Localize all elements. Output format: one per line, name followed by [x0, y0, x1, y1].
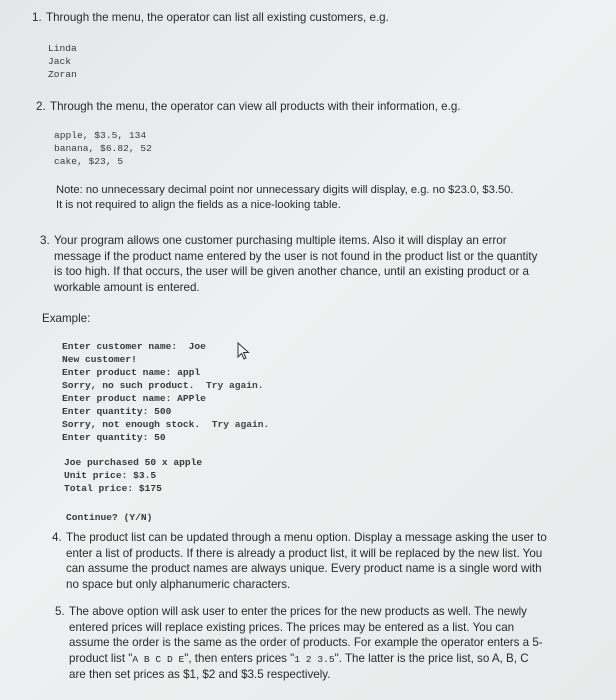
section-4-line: can assume the product names are always unique. Every product name is a single word with [66, 562, 542, 575]
text-fragment: ", then enters prices " [184, 651, 295, 665]
product-list [54, 129, 152, 168]
product-item: cake, $23, 5 [54, 156, 124, 167]
section-4-number: 4. [52, 531, 62, 544]
unit-price-line: Unit price: $3.5 [64, 470, 157, 481]
prompt-quantity: Enter quantity: [62, 432, 149, 443]
note-line: Note: no unnecessary decimal point nor unnecessary digits will display, e.g. no $23.0, $3.50. [56, 184, 514, 196]
continue-text: Continue? (Y/N) [66, 512, 153, 523]
section-4-line: no space but only alphanumeric characters. [66, 577, 291, 591]
error-no-product: Sorry, no such product. [62, 380, 195, 391]
text-fragment: product list " [69, 651, 133, 665]
section-1-number: 1. [32, 11, 42, 24]
section-2-number: 2. [36, 100, 46, 113]
purchase-summary [64, 456, 202, 495]
inline-code-prices: 1 2 3.5 [294, 653, 335, 665]
prompt-product: Enter product name: [62, 393, 172, 404]
section-1-text: Through the menu, the operator can list all existing customers, e.g. [46, 11, 389, 24]
text-fragment: ". The latter is the price list, so A, B, C [334, 651, 529, 665]
section-3-line: Your program allows one customer purchasing multiple items. Also it will display an error [54, 234, 507, 247]
customer-item: Linda [48, 43, 77, 54]
note-line: It is not required to align the fields as a nice-looking table. [56, 198, 341, 211]
customer-input: Joe [188, 341, 206, 352]
prompt-product: Enter product name: [62, 367, 172, 378]
section-5-line: The above option will ask user to enter the prices for the new products as well. The newly [69, 605, 527, 618]
section-5-line: are then set prices as $1, $2 and $3.5 respectively. [69, 668, 331, 681]
new-customer-message: New customer! [62, 354, 137, 365]
prompt-quantity: Enter quantity: [62, 406, 149, 417]
try-again-message: Try again. [211, 419, 270, 430]
section-4-line: enter a list of products. If there is already a product list, it will be replaced by the new list. You [66, 546, 543, 560]
customer-item: Zoran [48, 69, 77, 80]
section-5-number: 5. [55, 605, 65, 618]
section-3-line: message if the product name entered by the user is not found in the product list or the quantity [54, 249, 538, 263]
continue-prompt [66, 511, 152, 524]
quantity-input: 50 [154, 432, 166, 443]
product-input: APPle [177, 393, 206, 404]
try-again-message: Try again. [205, 380, 264, 391]
section-5-line-with-code [69, 651, 543, 668]
customer-item: Jack [48, 56, 72, 67]
section-5-line: entered prices will replace existing prices. The prices may be entered as a list. You can [69, 620, 515, 634]
customer-list [48, 42, 77, 81]
section-5-line: assume the order is the same as the order of products. For example the operator enters a 5- [69, 636, 543, 649]
inline-code-products: A B C D E [132, 653, 185, 665]
formatting-note [56, 183, 514, 212]
section-1 [32, 10, 389, 26]
section-3-line: workable amount is entered. [54, 280, 200, 294]
example-label: Example: [42, 312, 91, 325]
section-4 [52, 530, 547, 592]
product-item: apple, $3.5, 134 [54, 130, 147, 141]
section-2-text: Through the menu, the operator can view all products with their information, e.g. [50, 100, 461, 113]
quantity-input: 500 [154, 406, 172, 417]
section-3-line: is too high. If that occurs, the user will be given another chance, until an existing product or a [54, 265, 529, 278]
total-price-line: Total price: $175 [64, 483, 162, 494]
section-2 [36, 99, 461, 115]
error-stock: Sorry, not enough stock. [62, 419, 201, 430]
product-item: banana, $6.82, 52 [54, 143, 152, 154]
prompt-customer: Enter customer name: [62, 341, 178, 352]
product-input: appl [177, 367, 201, 378]
purchased-line: Joe purchased 50 x apple [64, 457, 203, 468]
section-5 [55, 604, 543, 683]
mouse-cursor-icon [236, 342, 252, 362]
section-3-number: 3. [40, 234, 50, 247]
section-4-line: The product list can be updated through a menu option. Display a message asking the user to [66, 531, 547, 544]
section-3 [40, 233, 537, 295]
